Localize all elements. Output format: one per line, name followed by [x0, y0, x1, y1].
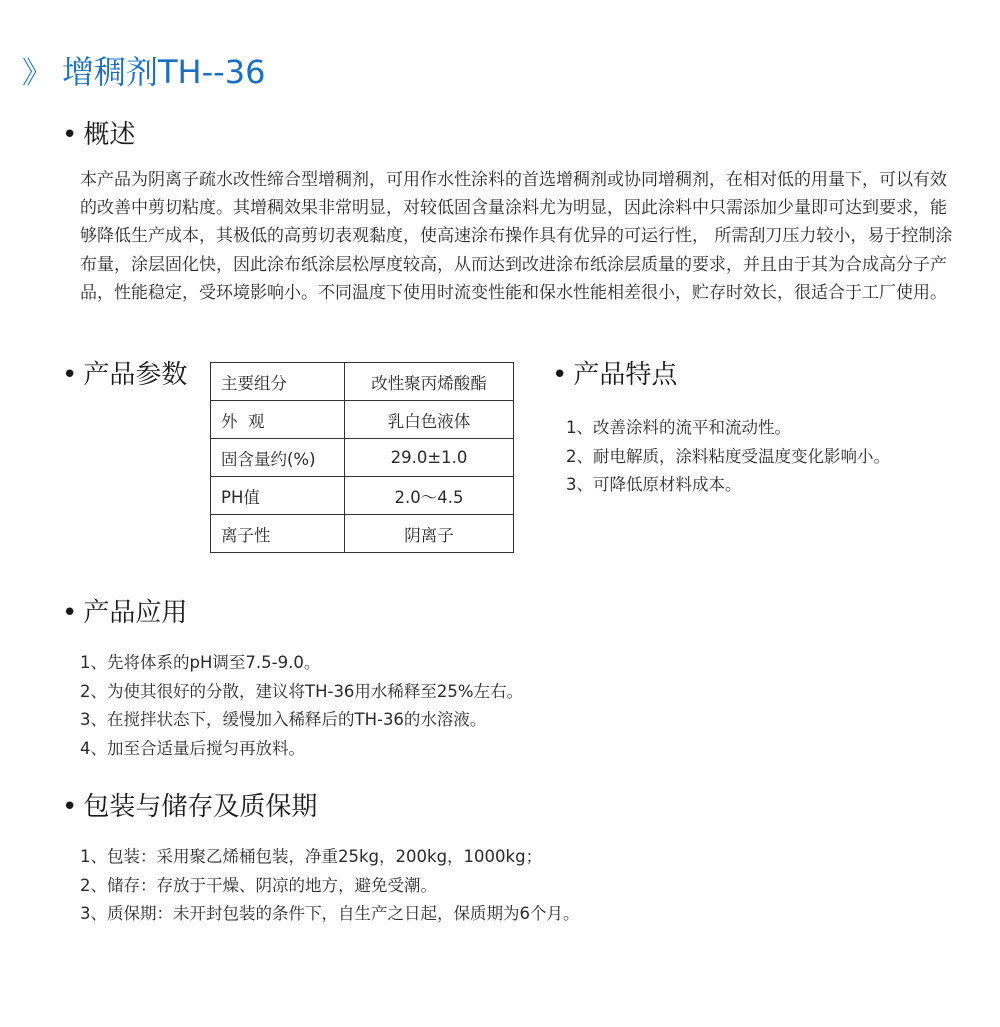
bullet-icon: • [62, 120, 78, 150]
overview-heading: • 概述 [62, 120, 136, 150]
parameters-heading: • 产品参数 [62, 360, 188, 390]
features-list [566, 414, 890, 500]
param-value: 阴离子 [345, 515, 514, 553]
list-item: 1、包装：采用聚乙烯桶包装，净重25kg，200kg，1000kg； [80, 847, 543, 866]
bullet-icon: • [552, 360, 568, 390]
param-key: 外 观 [211, 401, 345, 439]
application-list [80, 649, 523, 763]
table-row [211, 439, 514, 477]
param-value: 2.0～4.5 [345, 477, 514, 515]
bullet-icon: • [62, 792, 78, 822]
product-name: 增稠剂TH--36 [62, 53, 266, 91]
parameters-table [210, 362, 514, 553]
bullet-icon: • [62, 360, 78, 390]
overview-text: 本产品为阴离子疏水改性缔合型增稠剂，可用作水性涂料的首选增稠剂或协同增稠剂，在相对低的用量下，可以有效的改善中剪切粘度。其增稠效果非常明显，对较低固含量涂料尤为明显，因此涂料中只需添加少量即可达到要求，能够降低生产成本，其极低的高剪切表观黏度，使高速涂布操作具有优异的可运行性， 所需刮刀压力较小，易于控制涂布量，涂层固化快，因此涂布纸涂层松厚度较高，从而达到改进涂布纸涂层质量的要求，并且由于其为合成高分子产品，性能稳定，受环境影响小。不同温度下使用时流变性能和保水性能相差很小，贮存时效长，很适合于工厂使用。 [80, 170, 953, 303]
application-heading: • 产品应用 [62, 598, 188, 628]
list-item: 2、耐电解质，涂料粘度受温度变化影响小。 [566, 446, 890, 466]
table-row [211, 401, 514, 439]
table-row [211, 515, 514, 553]
bullet-icon: • [62, 598, 78, 628]
list-item: 1、改善涂料的流平和流动性。 [566, 418, 791, 437]
param-value: 29.0±1.0 [345, 439, 514, 477]
list-item: 3、质保期：未开封包装的条件下，自生产之日起，保质期为6个月。 [80, 904, 580, 923]
features-heading: • 产品特点 [552, 360, 678, 390]
table-row [211, 363, 514, 401]
packaging-heading: • 包装与储存及质保期 [62, 792, 318, 822]
param-value: 改性聚丙烯酸酯 [345, 363, 514, 401]
param-key: 主要组分 [211, 363, 345, 401]
list-item: 3、可降低原材料成本。 [566, 475, 742, 494]
param-key: 固含量约(%) [211, 439, 345, 477]
param-value: 乳白色液体 [345, 401, 514, 439]
table-row [211, 477, 514, 515]
packaging-list [80, 843, 580, 929]
list-item: 3、在搅拌状态下，缓慢加入稀释后的TH-36的水溶液。 [80, 710, 487, 729]
param-key: PH值 [211, 477, 345, 515]
list-item: 2、储存：存放于干燥、阴凉的地方，避免受潮。 [80, 875, 437, 895]
list-item: 4、加至合适量后搅匀再放料。 [80, 738, 305, 758]
page-title [22, 48, 265, 92]
param-key: 离子性 [211, 515, 345, 553]
list-item: 1、先将体系的pH调至7.5-9.0。 [80, 653, 321, 672]
chevron-right-icon: 》 [22, 56, 52, 91]
list-item: 2、为使其很好的分散，建议将TH-36用水稀释至25%左右。 [80, 681, 524, 701]
